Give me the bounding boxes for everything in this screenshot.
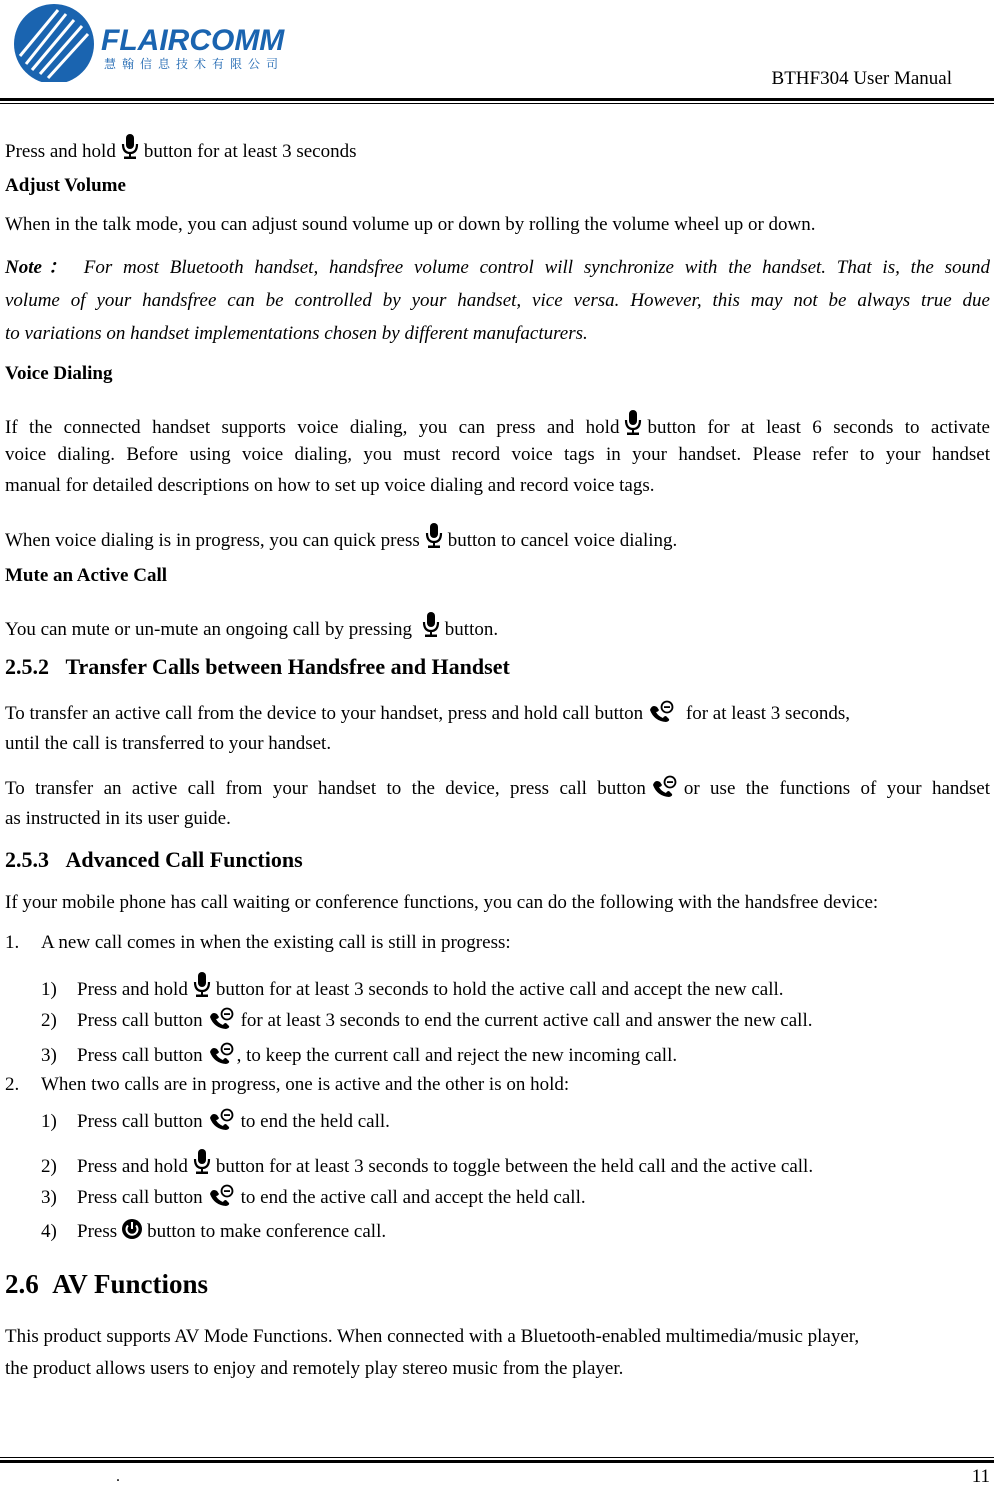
section-heading-2-6: 2.6 AV Functions bbox=[5, 1269, 209, 1299]
paragraph-line: You can mute or un-mute an ongoing call by pressing button. bbox=[5, 612, 498, 642]
paragraph-line: voice dialing. Before using voice dialing, you must record voice tags in your handset. Please refer to your handset bbox=[5, 444, 990, 465]
footer-rule-thin bbox=[0, 1457, 994, 1458]
heading-adjust-volume: Adjust Volume bbox=[5, 175, 126, 196]
page-number: 11 bbox=[971, 1466, 990, 1487]
footer-rule-thick bbox=[0, 1460, 994, 1463]
section-heading-2-5-3: 2.5.3 Advanced Call Functions bbox=[5, 847, 303, 872]
list-item: 2) Press call button for at least 3 seconds to end the current active call and answer the new call. bbox=[41, 1007, 812, 1033]
paragraph-line: When in the talk mode, you can adjust sound volume up or down by rolling the volume wheel up or down. bbox=[5, 214, 816, 235]
microphone-icon bbox=[192, 972, 212, 998]
paragraph-line: To transfer an active call from your handset to the device, press call button or use the functions of your handset bbox=[5, 775, 990, 801]
microphone-icon bbox=[424, 523, 444, 549]
paragraph-line: This product supports AV Mode Functions. When connected with a Bluetooth-enabled multimedia/music player, bbox=[5, 1326, 860, 1347]
document-title: BTHF304 User Manual bbox=[771, 68, 952, 89]
list-item: 4) Press button to make conference call. bbox=[41, 1218, 386, 1244]
paragraph-line: When voice dialing is in progress, you can quick press button to cancel voice dialing. bbox=[5, 523, 677, 553]
list-item: 2. When two calls are in progress, one is active and the other is on hold: bbox=[5, 1074, 570, 1095]
paragraph-line: If your mobile phone has call waiting or conference functions, you can do the following with the handsfree device: bbox=[5, 892, 879, 913]
microphone-icon bbox=[120, 134, 140, 160]
list-item: 2) Press and hold button for at least 3 seconds to toggle between the held call and the active call. bbox=[41, 1149, 813, 1179]
call-handset-icon bbox=[207, 1184, 237, 1206]
header-rule-thin bbox=[0, 103, 994, 104]
call-handset-icon bbox=[650, 775, 680, 797]
header-rule-thick bbox=[0, 98, 994, 101]
paragraph-line: the product allows users to enjoy and remotely play stereo music from the player. bbox=[5, 1358, 624, 1379]
footer-dot: . bbox=[116, 1468, 120, 1485]
svg-text:FLAIRCOMM: FLAIRCOMM bbox=[101, 24, 285, 57]
note-line: Note： For most Bluetooth handset, handsfree volume control will synchronize with the handset. That is, the sound bbox=[5, 257, 991, 278]
microphone-icon bbox=[192, 1149, 212, 1175]
call-handset-icon bbox=[647, 700, 677, 722]
note-line: volume of your handsfree can be controlled by your handset, vice versa. However, this may not be always true due bbox=[5, 290, 990, 311]
call-handset-icon bbox=[207, 1007, 237, 1029]
section-heading-2-5-2: 2.5.2 Transfer Calls between Handsfree and Handset bbox=[5, 654, 510, 679]
note-label: Note： bbox=[5, 257, 73, 278]
call-handset-icon bbox=[207, 1042, 237, 1064]
list-item: 1) Press call button to end the held call. bbox=[41, 1108, 390, 1134]
list-item: 1) Press and hold button for at least 3 seconds to hold the active call and accept the new call. bbox=[41, 972, 784, 1002]
power-icon bbox=[121, 1218, 143, 1240]
heading-mute-call: Mute an Active Call bbox=[5, 565, 168, 586]
paragraph-line: until the call is transferred to your handset. bbox=[5, 733, 332, 754]
list-item: 3) Press call button to end the active call and accept the held call. bbox=[41, 1184, 586, 1210]
paragraph-line: manual for detailed descriptions on how to set up voice dialing and record voice tags. bbox=[5, 475, 655, 496]
list-item: 1. A new call comes in when the existing call is still in progress: bbox=[5, 932, 511, 953]
company-logo bbox=[6, 2, 306, 82]
microphone-icon bbox=[421, 612, 441, 638]
paragraph-line: If the connected handset supports voice dialing, you can press and hold button for at least 6 seconds to activate bbox=[5, 410, 990, 440]
paragraph-line: Press and hold button for at least 3 seconds bbox=[5, 134, 356, 164]
microphone-icon bbox=[623, 410, 643, 436]
paragraph-line: To transfer an active call from the device to your handset, press and hold call button for at least 3 seconds, bbox=[5, 700, 850, 726]
svg-text:慧翰信息技术有限公司: 慧翰信息技术有限公司 bbox=[104, 57, 285, 71]
call-handset-icon bbox=[207, 1108, 237, 1130]
heading-voice-dialing: Voice Dialing bbox=[5, 363, 113, 384]
paragraph-line: as instructed in its user guide. bbox=[5, 808, 231, 829]
note-line: to variations on handset implementations chosen by different manufacturers. bbox=[5, 323, 588, 344]
list-item: 3) Press call button , to keep the current call and reject the new incoming call. bbox=[41, 1042, 677, 1068]
flaircomm-logo-icon bbox=[6, 2, 306, 82]
